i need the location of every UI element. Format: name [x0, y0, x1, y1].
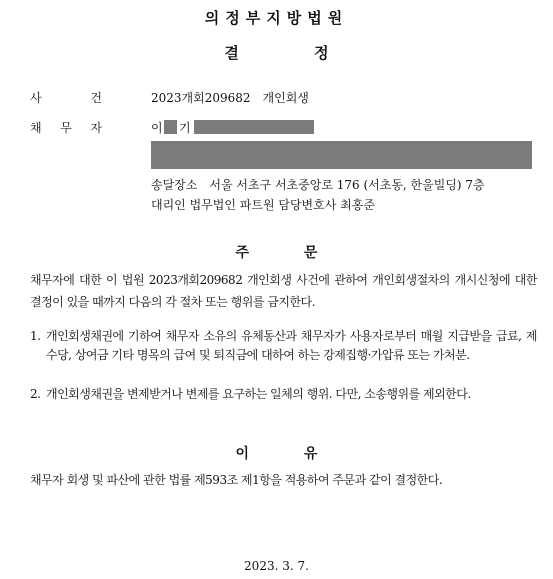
- court-name: 의정부지방법원: [204, 9, 349, 27]
- order-item: [30, 385, 537, 404]
- order-item-number: 1.: [30, 329, 41, 343]
- service-address: 송달장소 서울 서초구 서초중앙로 176 (서초동, 한울빌딩) 7층: [151, 178, 485, 192]
- order-item: [30, 327, 537, 365]
- order-item-text: 개인회생채권을 변제받거나 변제를 요구하는 일체의 행위. 다만, 소송행위를 제외한다.: [46, 387, 471, 401]
- redacted-name-char: [164, 120, 177, 134]
- case-label-char: 건: [90, 91, 102, 105]
- case-label-char: 사: [30, 91, 42, 105]
- order-intro: 채무자에 대한 이 법원 2023개회209682 개인회생 사건에 관하여 개인회생절차의 개시신청에 대한 결정이 있을 때까지 다음의 각 절차 또는 행위를 금지한다.: [30, 273, 537, 309]
- document-title: 결 정: [224, 44, 329, 62]
- order-heading: 주 문: [235, 245, 318, 261]
- debtor-label: [30, 119, 102, 136]
- redacted-id-number: [194, 120, 314, 134]
- debtor-label-char: 무: [60, 121, 72, 135]
- case-number: 2023개회209682 개인회생: [151, 91, 309, 105]
- redacted-address: [151, 141, 532, 169]
- order-item-number: 2.: [30, 387, 41, 401]
- reason-text: 채무자 회생 및 파산에 관한 법률 제593조 제1항을 적용하여 주문과 같이 결정한다.: [30, 473, 443, 487]
- debtor-label-char: 자: [90, 121, 102, 135]
- case-label: [30, 89, 102, 106]
- debtor-label-char: 채: [30, 121, 42, 135]
- debtor-name-last-char: 기: [179, 121, 191, 135]
- legal-agent: 대리인 법무법인 파트원 담당변호사 최홍준: [151, 198, 375, 212]
- reason-heading: 이 유: [235, 446, 318, 462]
- decision-date: 2023. 3. 7.: [244, 559, 309, 573]
- order-item-text: 개인회생채권에 기하여 채무자 소유의 유체동산과 채무자가 사용자로부터 매월 지급받을 급료, 제수당, 상여금 기타 명목의 급여 및 퇴직금에 대하여 하는 강제집행·가압류 또는 가처분.: [46, 329, 537, 362]
- debtor-name-first-char: 이: [151, 121, 163, 135]
